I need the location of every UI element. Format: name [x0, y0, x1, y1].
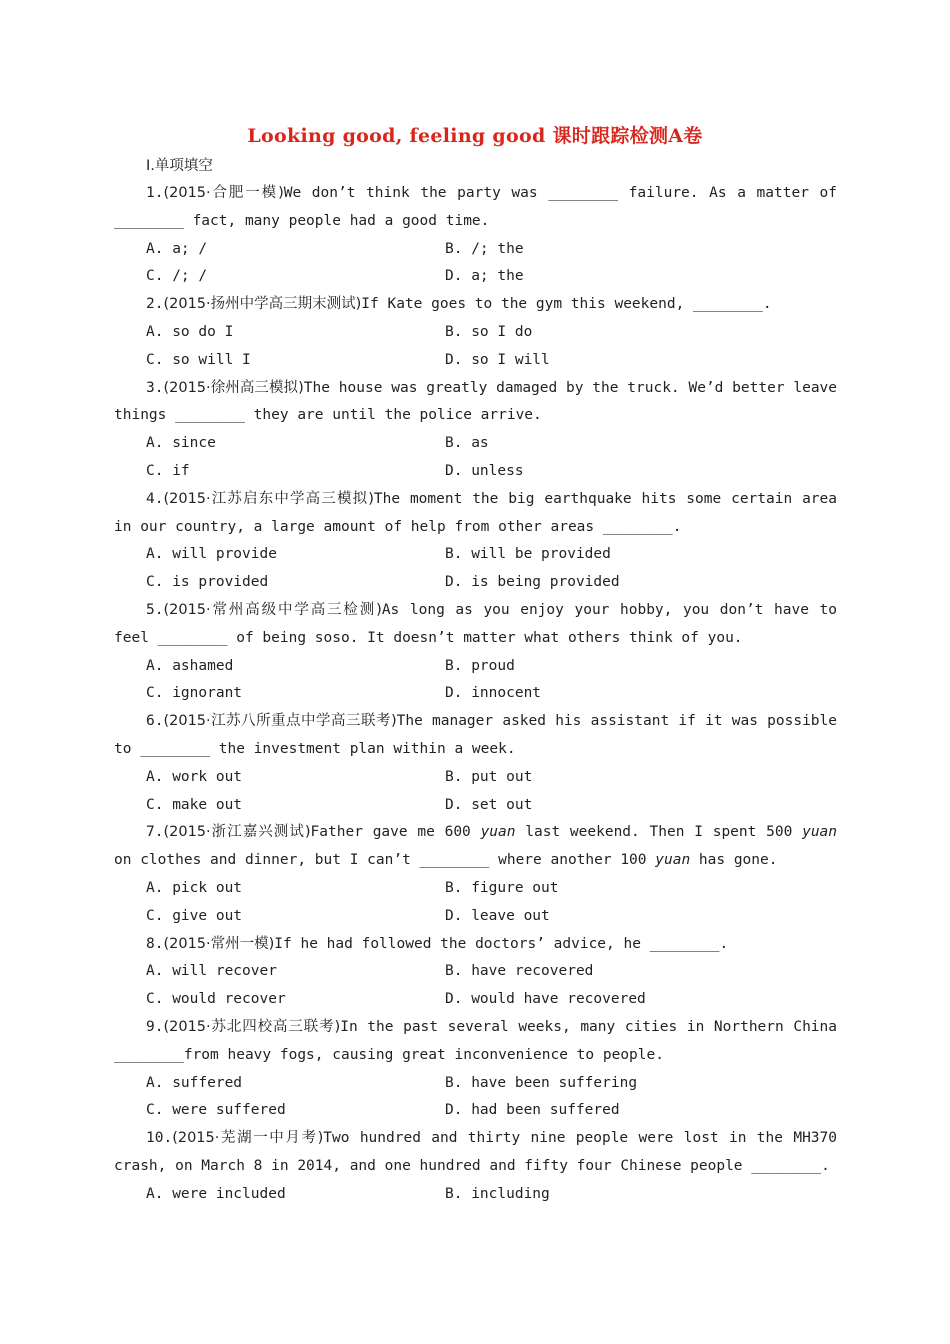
question-stem	[114, 931, 837, 959]
question-text: If he had followed the doctors’ advice, he ________.	[274, 935, 729, 952]
question-number: 4.	[146, 490, 164, 507]
answer-option: D. innocent	[445, 685, 542, 702]
question-item	[114, 931, 837, 1014]
option-row	[114, 903, 837, 931]
option-row	[114, 653, 837, 681]
question-text: The moment the big earthquake hits some certain area in our country, a large amount of help from other areas ________.	[114, 490, 837, 535]
question-item	[114, 291, 837, 374]
answer-option: B. as	[445, 435, 489, 452]
question-source: (2015·常州高级中学高三检测)	[163, 601, 382, 618]
answer-option: C. would recover	[146, 991, 286, 1008]
question-item	[114, 708, 837, 819]
answer-option: B. will be provided	[445, 546, 611, 563]
question-list	[114, 180, 837, 1208]
question-text: As long as you enjoy your hobby, you don’t have to feel ________ of being soso. It doesn’t matter what others think of you.	[114, 601, 837, 646]
answer-option: A. were included	[146, 1185, 286, 1202]
question-stem	[114, 291, 837, 319]
question-text: If Kate goes to the gym this weekend, ________.	[361, 296, 772, 313]
answer-option: B. have been suffering	[445, 1074, 638, 1091]
answer-option: C. make out	[146, 796, 243, 813]
answer-option: A. work out	[146, 768, 243, 785]
answer-option: A. so do I	[146, 323, 234, 340]
question-item	[114, 1125, 837, 1208]
option-row	[114, 569, 837, 597]
option-row	[114, 792, 837, 820]
option-row	[114, 1070, 837, 1098]
question-item	[114, 375, 837, 486]
answer-option: B. figure out	[445, 879, 559, 896]
answer-option: C. is provided	[146, 574, 269, 591]
question-source: (2015·常州一模)	[163, 935, 275, 952]
question-source: (2015·扬州中学高三期末测试)	[163, 296, 362, 313]
page-title: Looking good, feeling good 课时跟踪检测A卷	[247, 125, 703, 147]
answer-option: A. will recover	[146, 963, 277, 980]
question-stem	[114, 180, 837, 236]
option-row	[114, 875, 837, 903]
answer-option: D. had been suffered	[445, 1102, 620, 1119]
question-number: 3.	[146, 379, 164, 396]
question-text: The house was greatly damaged by the truck. We’d better leave things ________ they are until the police arrive.	[114, 379, 838, 424]
answer-option: A. will provide	[146, 546, 277, 563]
option-row	[114, 1181, 837, 1209]
question-source: (2015·芜湖一中月考)	[172, 1130, 324, 1147]
option-row	[114, 1097, 837, 1125]
answer-option: B. /; the	[445, 240, 524, 257]
question-number: 2.	[146, 296, 164, 313]
answer-option: D. is being provided	[445, 574, 620, 591]
answer-option: A. since	[146, 435, 216, 452]
answer-option: D. set out	[445, 796, 533, 813]
answer-option: D. would have recovered	[445, 991, 646, 1008]
question-number: 7.	[146, 824, 164, 841]
answer-option: B. have recovered	[445, 963, 594, 980]
option-row	[114, 236, 837, 264]
question-number: 8.	[146, 935, 164, 952]
question-item	[114, 1014, 837, 1125]
answer-option: C. if	[146, 462, 190, 479]
question-source: (2015·江苏启东中学高三模拟)	[163, 490, 374, 507]
option-row	[114, 541, 837, 569]
answer-option: D. a; the	[445, 268, 524, 285]
answer-option: C. give out	[146, 907, 243, 924]
option-row	[114, 458, 837, 486]
question-stem	[114, 597, 837, 653]
option-row	[114, 263, 837, 291]
answer-option: A. suffered	[146, 1074, 243, 1091]
answer-option: C. /; /	[146, 268, 208, 285]
answer-option: B. put out	[445, 768, 533, 785]
question-number: 6.	[146, 713, 164, 730]
question-text: Father gave me 600 yuan last weekend. Then I spent 500 yuan on clothes and dinner, but I can’t ________ where another 100 yuan has gone.	[114, 824, 838, 869]
question-text: Two hundred and thirty nine people were lost in the MH370 crash, on March 8 in 2014, and one hundred and fifty four Chinese people ________.	[114, 1130, 837, 1174]
answer-option: B. proud	[445, 657, 515, 674]
answer-option: A. pick out	[146, 879, 243, 896]
answer-option: B. including	[445, 1185, 550, 1202]
question-stem	[114, 819, 837, 875]
question-number: 10.	[146, 1130, 173, 1147]
option-row	[114, 986, 837, 1014]
question-stem	[114, 486, 837, 542]
question-stem	[114, 375, 837, 431]
option-row	[114, 430, 837, 458]
question-stem	[114, 708, 837, 764]
question-source: (2015·江苏八所重点中学高三联考)	[163, 713, 397, 730]
question-number: 5.	[146, 601, 164, 618]
question-stem	[114, 1125, 837, 1181]
question-text: The manager asked his assistant if it was possible to ________ the investment plan within a week.	[114, 713, 837, 757]
answer-option: A. a; /	[146, 240, 208, 257]
answer-option: D. leave out	[445, 907, 550, 924]
option-row	[114, 347, 837, 375]
option-row	[114, 319, 837, 347]
question-stem	[114, 1014, 837, 1070]
answer-option: D. unless	[445, 462, 524, 479]
answer-option: D. so I will	[445, 351, 550, 368]
option-row	[114, 958, 837, 986]
question-number: 1.	[146, 185, 164, 201]
answer-option: B. so I do	[445, 323, 533, 340]
section-heading: Ⅰ.单项填空	[146, 158, 213, 174]
answer-option: C. were suffered	[146, 1102, 286, 1119]
option-row	[114, 764, 837, 792]
question-number: 9.	[146, 1018, 164, 1035]
question-item	[114, 180, 837, 291]
question-item	[114, 819, 837, 930]
question-item	[114, 597, 837, 708]
question-item	[114, 486, 837, 597]
answer-option: C. so will I	[146, 351, 251, 368]
answer-option: C. ignorant	[146, 685, 243, 702]
question-source: (2015·浙江嘉兴测试)	[163, 824, 311, 841]
question-source: (2015·合肥一模)	[163, 185, 284, 201]
question-text: We don’t think the party was ________ failure. As a matter of ________ fact, many people had a good time.	[114, 185, 838, 229]
question-text: In the past several weeks, many cities in Northern China ________from heavy fogs, causing great inconvenience to people.	[114, 1018, 837, 1063]
option-row	[114, 680, 837, 708]
answer-option: A. ashamed	[146, 657, 234, 674]
question-source: (2015·苏北四校高三联考)	[163, 1018, 341, 1035]
question-source: (2015·徐州高三模拟)	[163, 379, 304, 396]
